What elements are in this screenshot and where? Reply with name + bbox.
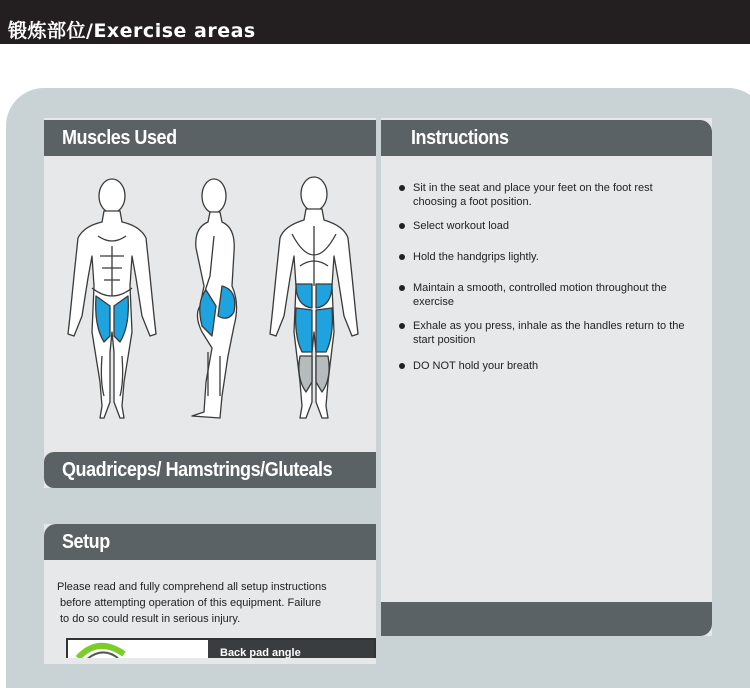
instructions-footer-bar: [381, 602, 712, 636]
muscles-header-label: Muscles Used: [62, 127, 177, 149]
muscles-footer: [44, 452, 376, 488]
setup-text-line: to do so could result in serious injury.: [60, 613, 241, 625]
instruction-item: DO NOT hold your breath: [397, 359, 687, 373]
instruction-item: Hold the handgrips lightly.: [397, 250, 687, 264]
back-pad-angle-label: Back pad angle: [220, 647, 301, 658]
setup-text-line: before attempting operation of this equipment. Failure: [60, 597, 322, 609]
instruction-item: Maintain a smooth, controlled motion throughout the exercise: [397, 281, 687, 309]
front-figure: [68, 179, 156, 418]
muscles-footer-label: Quadriceps/ Hamstrings/Gluteals: [62, 459, 333, 481]
setup-text-line: Please read and fully comprehend all setup instructions: [57, 581, 327, 593]
muscle-figures: [44, 156, 376, 456]
setup-header-label: Setup: [62, 531, 110, 553]
back-figure: [270, 177, 358, 418]
setup-inset: [66, 638, 376, 658]
page-title: 锻炼部位/Exercise areas: [8, 20, 256, 42]
side-figure: [192, 179, 237, 418]
instructions-header-label: Instructions: [411, 127, 509, 149]
top-banner: [0, 0, 750, 44]
instruction-item: Select workout load: [397, 219, 687, 233]
muscles-header: [44, 120, 376, 156]
instruction-item: Exhale as you press, inhale as the handles return to the start position: [397, 319, 687, 347]
adjustment-arrow-icon: [68, 640, 138, 658]
instructions-header: [381, 120, 712, 156]
instruction-item: Sit in the seat and place your feet on the foot rest choosing a foot position.: [397, 181, 687, 209]
setup-text: [57, 580, 357, 628]
setup-header: [44, 524, 376, 560]
